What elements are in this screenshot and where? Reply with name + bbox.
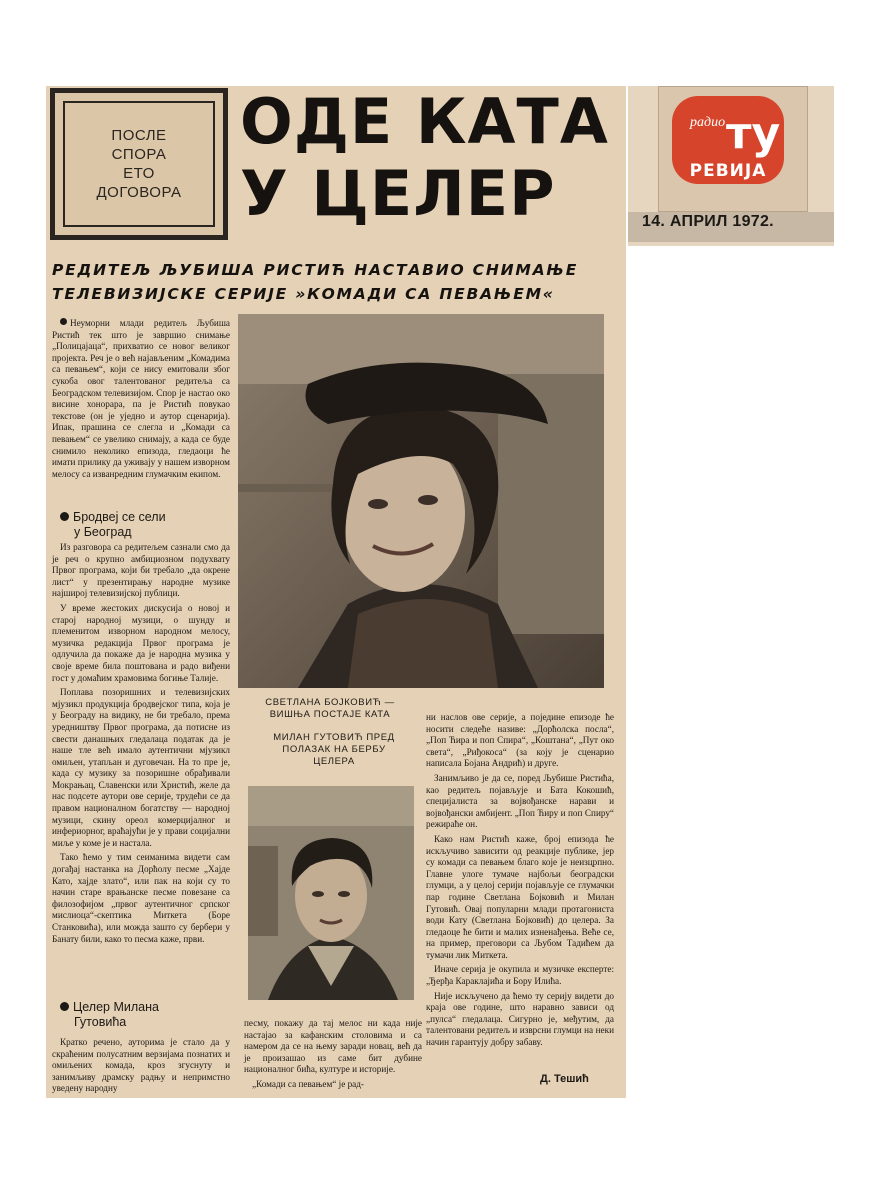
subheadline-line: ТЕЛЕВИЗИЈСКЕ СЕРИЈЕ »КОМАДИ СА ПЕВАЊЕМ«	[52, 285, 555, 303]
radio-tv-revija-logo	[668, 92, 788, 188]
caption-line: ЦЕЛЕРА	[313, 756, 355, 767]
subheadline-line: РЕДИТЕЉ ЉУБИША РИСТИЋ НАСТАВИО СНИМАЊЕ	[52, 261, 579, 279]
caption-line: ВИШЊА ПОСТАЈЕ КАТА	[269, 709, 391, 720]
logo-name-text: РЕВИЈА	[689, 161, 767, 181]
body-paragraph: ни наслов ове серије, а поједине епизоде ће носити следеће називе: „Дорћолска посла“, „Поп Ћира и поп Спира“, „Коштана“, „Пут око света“, „Риђокоса“ (за коју је сценарио написала Бојана Андрић) и друге.	[426, 712, 614, 769]
kicker-box	[50, 88, 228, 240]
bullet-icon	[60, 318, 67, 325]
bullet-icon	[60, 1002, 69, 1011]
caption-line: ПОЛАЗАК НА БЕРБУ	[282, 744, 386, 755]
kicker-line: ЕТО	[123, 165, 155, 182]
caption-line: СВЕТЛАНА БОЈКОВИЋ —	[265, 697, 395, 708]
body-paragraph: Како нам Ристић каже, број епизода ће искључиво зависити од реакције публике, јер су комади са певањем благо које је неизцрпно. Главне улоге тумаче најбољи београдски глумци, а у целој серији појављује се глумачки пар године Светлана Бојковић и Милан Гутовић. Овај популарни млади протагониста води Кату (Светлана Бојковић) до целера. За гледаоце ће бити и малих изненађења. Веће се, на пример, преговори са Љубом Тадићем да тумачи лик Миткета.	[426, 833, 614, 960]
body-paragraph: Кратко речено, ауторима је стало да у скраћеним полусатним верзијама познатих и омиљених комада, кроз згуснуту и занимљиву драмску радњу и непримстно уведену народну	[52, 1037, 230, 1094]
kicker-line: ПОСЛЕ	[111, 127, 167, 144]
section-heading-line: у Београд	[74, 525, 132, 539]
section-heading-line: Гутовића	[74, 1015, 127, 1029]
headline	[240, 86, 618, 230]
headline-line: ОДЕ КАТА	[240, 85, 609, 158]
logo-small-text: радио	[690, 115, 726, 130]
caption-line: МИЛАН ГУТОВИЋ ПРЕД	[273, 732, 395, 743]
intro-paragraph	[52, 318, 230, 483]
section-heading-celer	[60, 1000, 230, 1030]
kicker-box-inner	[63, 101, 215, 227]
kicker-line: ДОГОВОРА	[96, 184, 182, 201]
photo1-caption	[240, 697, 420, 721]
photo-svetlana-bojkovic	[238, 314, 604, 688]
bullet-icon	[60, 512, 69, 521]
body-paragraph: Тако ћемо у тим сеиманима видети сам догађај настанка на Дорћолу песме „Хајде Като, хајде злато“, или пак на који су то начин старе врањанске песме повезане са филозофијом „првог аутентичног српског мислиоца“-скептика Миткета (Боре Станковића), или можда зашто су бербери у Банату били, како то песма каже, први.	[52, 852, 230, 944]
subheadline	[52, 258, 624, 306]
body-paragraph: Поплава позоришних и телевизијских мјузикл продукција бродвејског типа, која је у Београду на видику, не би требало, према уредништву Првог програма, да потисне из свести данашњих гледалаца податак да је наше тле већ имало аутентични мјузикл омиљен, утапљан и дуговечан. На то пре је, када су музику за позоришне обрађивали Мокрањац, Славенски или Христић, желе да нас подсете аутори ове серије, трудећи се да правом националном богатству — народној музици, скину ореол комерцијалног и инфериорног, враћајући је у прави социјални миље у коме је и настала.	[52, 687, 230, 848]
kicker-line: СПОРА	[111, 146, 167, 163]
body-paragraph: „Комади са певањем“ је рад-	[252, 1078, 364, 1089]
author-signature: Д. Тешић	[540, 1073, 589, 1085]
body-paragraph: песму, покажу да тај мелос ни када није настајао за кафанским столовима и са намером да се на њему заради новац, већ да је произашао из саме бит дубине националног бића, културе и историје.	[244, 1018, 422, 1075]
section2-body-col3	[426, 712, 614, 1052]
publication-date: 14. АПРИЛ 1972.	[642, 213, 774, 230]
body-paragraph: У време жестоких дискусија о новој и старој народној музици, о шунду и племенитом изворном народном мелосу, музичка редакција Првог програма је одлучила да покаже да је народна музика у своје време била поштована и радо виђени гост у домаћим храмовима богиње Талије.	[52, 602, 230, 683]
logo-big-text: ту	[726, 108, 781, 159]
portrait-man-image	[248, 786, 414, 1000]
section-heading-line: Целер Милана	[73, 1000, 159, 1014]
photo-milan-gutovic	[248, 786, 414, 1000]
intro-text: Неуморни млади редитељ Љубиша Ристић тек што је завршио снимање „Полицајаца“, прихватио се новог великог пројекта. Реч је о већ најављеним „Комадима са певањем“, који се нису емитовали због сукоба овог талентованог редитеља са Београдском телевизијом. Спор је настао око висине хонорара, па је Ристић повукао текстове (он је уједно и аутор сценарија). Ипак, прашина се слегла и „Комади са певањем“ се увелико снимају, а када се буде снимило неколико епизода, гледаоци ће имати прилику да уживају у нашем изворном мелосу са изванредним глумачким екипом.	[52, 318, 230, 479]
body-paragraph: Из разговора са редитељем сазнали смо да је реч о крупно амбициозном подухвату Првог програма, који би требало „да окрене лист“ у презентирању народне музике најширој телевизијској публици.	[52, 542, 230, 599]
photo2-caption	[254, 732, 414, 768]
portrait-woman-image	[238, 314, 604, 688]
headline-line: У ЦЕЛЕР	[240, 157, 556, 230]
section-heading-line: Бродвеј се сели	[73, 510, 166, 524]
section-heading-broadway	[60, 510, 230, 540]
body-paragraph: Занимљиво је да се, поред Љубише Ристића, као редитељ појављује и Бата Кокошић, специјалиста за војвођанске нарави и војвођански амбијент. „Поп Ћиру и поп Спиру“ режираће он.	[426, 772, 614, 830]
body-paragraph: Иначе серија је окупила и музичке експерте: „Ђерђа Караклајића и Бору Илића.	[426, 964, 614, 987]
body-paragraph: Није искључено да ћемо ту серију видети до краја ове године, што наравно зависи од „пулса“ гледалаца. Сигурно је, међутим, да талентовани редитељ и изврсни глумци на неки начин гарантују добру забаву.	[426, 990, 614, 1048]
section2-body-col2	[244, 1018, 422, 1094]
section1-body	[52, 542, 230, 948]
section2-body-col1	[52, 1037, 230, 1098]
